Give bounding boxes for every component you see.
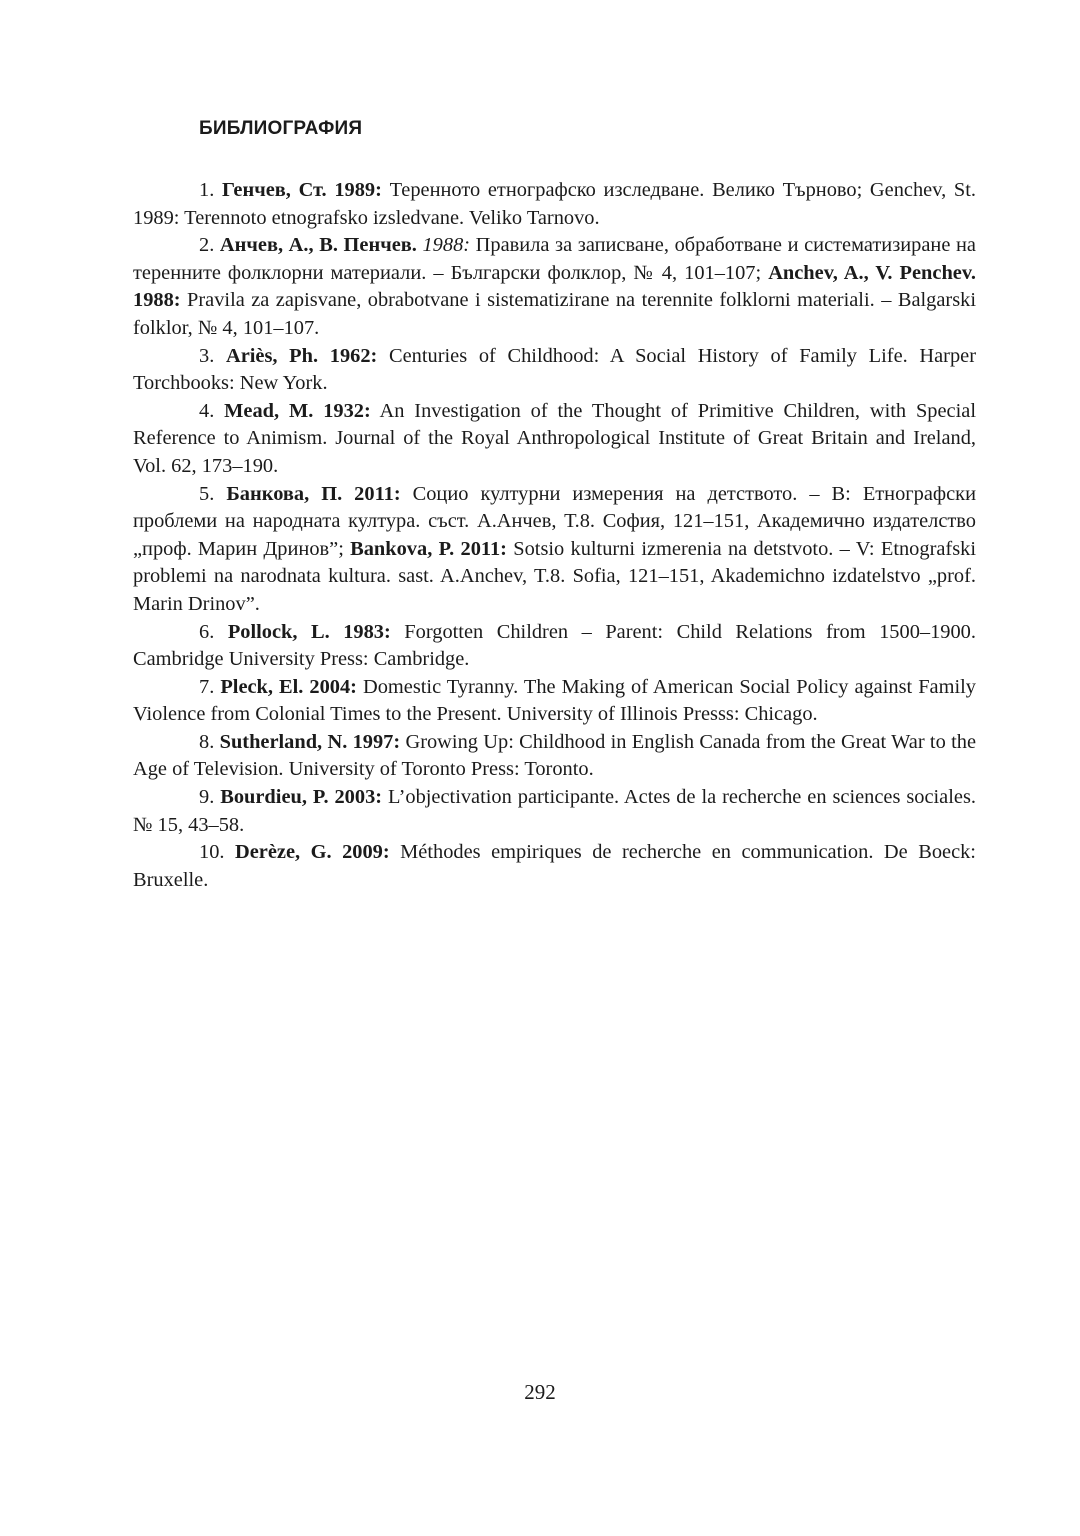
reference-item	[133, 839, 976, 894]
reference-number: 4.	[199, 399, 215, 422]
reference-text: L’objectivation participante. Actes de la recherche en sciences sociales. № 15, 43–58.	[133, 786, 976, 836]
reference-item	[133, 619, 976, 674]
reference-item	[133, 343, 976, 398]
reference-item	[133, 784, 976, 839]
reference-text: Социо културни измерения на детството. – В: Етнографски проблеми на народната култура. съст. А.Анчев, Т.8. София, 121–151, Академично издателство „проф. Марин Дринов”;	[133, 482, 976, 560]
reference-text: Méthodes empiriques de recherche en communication. De Boeck: Bruxelle.	[133, 841, 976, 891]
reference-text: Forgotten Children – Parent: Child Relations from 1500–1900. Cambridge University Press: Cambridge.	[133, 620, 976, 671]
bibliography-heading: БИБЛИОГРАФИЯ	[199, 118, 363, 139]
reference-text: Growing Up: Childhood in English Canada from the Great War to the Age of Television. University of Toronto Press: Toronto.	[133, 730, 976, 781]
reference-text: Centuries of Childhood: A Social History of Family Life. Harper Torchbooks: New York.	[133, 344, 976, 395]
reference-item	[133, 177, 976, 232]
reference-author-year: Pollock, L. 1983:	[227, 620, 391, 643]
reference-number: 3.	[199, 344, 215, 367]
reference-text: Теренното етнографско изследване. Велико Търново; Genchev, St. 1989: Terennoto etnografsko izsledvane. Veliko Tarnovo.	[133, 179, 976, 229]
reference-item	[133, 232, 976, 342]
reference-author-year: Pleck, El. 2004:	[220, 675, 357, 698]
reference-author-year: Mead, M. 1932:	[224, 399, 371, 422]
reference-author-year: Bourdieu, P. 2003:	[220, 786, 383, 809]
reference-number: 10.	[199, 841, 225, 864]
reference-item	[133, 481, 976, 619]
reference-author-year: Банкова, П. 2011:	[226, 482, 401, 505]
reference-author-year: Sutherland, N. 1997:	[219, 730, 401, 753]
reference-author-year-translit: Bankova, P. 2011:	[350, 537, 507, 560]
reference-number: 8.	[199, 730, 215, 753]
page-number: 292	[524, 1380, 556, 1404]
reference-text: Правила за записване, обработване и систематизиране на теренните фолклорни материали. – Български фолклор, № 4, 101–107;	[133, 234, 976, 284]
reference-item	[133, 674, 976, 729]
reference-text-translit: Pravila za zapisvane, obrabotvane i sistematizirane na terennite folklorni materiali. – Balgarski folklor, № 4, 101–107.	[133, 289, 976, 339]
reference-number: 1.	[199, 179, 215, 201]
reference-number: 5.	[199, 482, 215, 505]
reference-author-year: Генчев, Ст. 1989:	[222, 179, 382, 201]
reference-text-translit: Sotsio kulturni izmerenia na detstvoto. – V: Etnografski problemi na narodnata kultura. sast. A.Anchev, T.8. Sofia, 121–151, Akademichno izdatelstvo „prof. Marin Drinov”.	[133, 537, 976, 615]
reference-number: 2.	[199, 234, 215, 257]
reference-text: An Investigation of the Thought of Primitive Children, with Special Reference to Animism. Journal of the Royal Anthropological Institute of Great Britain and Ireland, Vol. 62, 173–190.	[133, 399, 976, 477]
reference-item	[133, 729, 976, 784]
reference-author: Анчев, А., В. Пенчев.	[219, 234, 417, 257]
reference-text: Domestic Tyranny. The Making of American Social Policy against Family Violence from Colonial Times to the Present. University of Illinois Presss: Chicago.	[133, 675, 976, 726]
reference-number: 6.	[199, 620, 215, 643]
reference-year: 1988:	[422, 234, 471, 257]
reference-author-year-translit: Anchev, A., V. Penchev. 1988:	[133, 261, 977, 312]
reference-author-year: Ariès, Ph. 1962:	[225, 344, 378, 367]
bibliography-list	[133, 177, 976, 894]
reference-item	[133, 398, 976, 481]
reference-number: 7.	[199, 675, 215, 698]
reference-author-year: Derèze, G. 2009:	[235, 841, 390, 864]
reference-number: 9.	[199, 786, 215, 809]
